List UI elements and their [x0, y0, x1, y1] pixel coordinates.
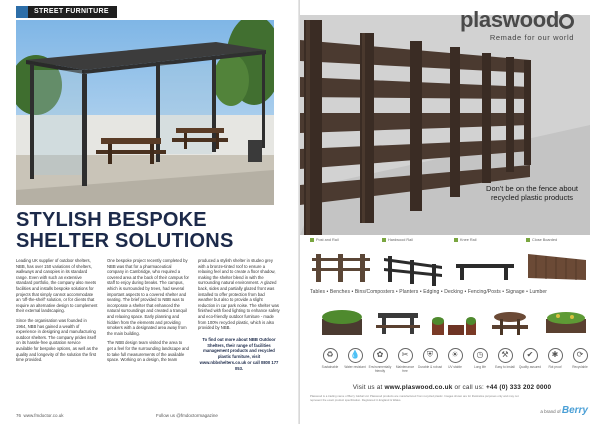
thumb-raised-bed: [542, 299, 590, 341]
feature-item: [368, 348, 392, 373]
product-strip: [308, 238, 592, 286]
feature-item: [443, 348, 467, 369]
hammer-icon: ⚒: [498, 348, 513, 363]
post-and-rail-icon: [308, 244, 374, 288]
paragraph: Since the organisation was founded in 1964, NBB has gained a wealth of experience in designing and manufacturing outdoor shelters. The company prides itself on its hassle-free quotation service available for bespoke options, as well as the quality and longevity of the solution the first time provided.: [16, 317, 98, 363]
feature-label: Sustainable: [321, 365, 339, 369]
berry-prefix: a brand of: [540, 409, 561, 414]
thumb-picnic-table: [486, 299, 534, 341]
planter-set-icon: [430, 299, 478, 341]
hardwood-rail-icon: [380, 244, 446, 288]
feature-label: Water resistant: [344, 365, 366, 369]
tagline: Remade for our world: [489, 33, 574, 42]
article-column-2: [107, 258, 189, 367]
website-link[interactable]: www.fmdoctor.co.uk: [23, 413, 64, 418]
article-column-3: [198, 258, 280, 372]
contact-mid: or call us:: [452, 384, 486, 391]
feature-label: Quality assured: [518, 365, 542, 369]
tools-icon: ✂: [398, 348, 413, 363]
raised-bed-icon: [542, 299, 590, 341]
fence-photo: [300, 15, 590, 235]
drop-icon: 💧: [348, 348, 363, 363]
fine-print: Plaswood is a trading name of Berry Global Ltd. Plaswood products are manufactured from recycled plastic. Images shown are for illustrative purposes only and may not represent the exact product specification. Registered in England & Wales.: [310, 394, 519, 402]
product-label: Post and Rail: [310, 238, 339, 242]
logo-wordmark: [460, 8, 574, 32]
thumb-planter-set: [430, 299, 478, 341]
contact-phone[interactable]: +44 (0) 333 202 0000: [485, 384, 552, 391]
contact-url[interactable]: www.plaswood.co.uk: [384, 384, 453, 391]
feature-item: [318, 348, 342, 369]
paragraph: One bespoke project recently completed by NBB was that for a pharmaceutical company in Cambridge, who required a covered area at the back of their campus for staff to enjoy during breaks. The campus, which is surrounded by trees, had several important aspects to a covered shelter and seating. The brief provided to NBB was to incorporate a shelter that enhanced the natural surroundings and created a tranquil and relaxing space. Early planning and hidden from the elements and providing smokers with a designated area away from the main building.: [107, 258, 189, 336]
logo-ring-icon: [559, 14, 574, 29]
knee-rail-icon: [452, 244, 518, 288]
check-icon: ✔: [523, 348, 538, 363]
feature-item: [393, 348, 417, 373]
feature-item: [518, 348, 542, 369]
brand-logo: [460, 8, 574, 42]
product-label: Knee Rail: [454, 238, 476, 242]
paragraph: The NBB design team visited the area to get a feel for the surrounding landscape and to take full measurements of the available space. Working on a design, the team: [107, 340, 189, 363]
feature-label: UV stable: [448, 365, 462, 369]
bug-icon: ✱: [548, 348, 563, 363]
feature-item: [343, 348, 367, 369]
feature-item: [468, 348, 492, 369]
shelter-illustration: [16, 20, 274, 205]
logo-text: plaswood: [459, 7, 559, 32]
product-thumbnails: [318, 299, 590, 341]
page-number: 76: [16, 413, 22, 418]
feature-label: Long life: [473, 365, 487, 369]
thumb-planter: [318, 299, 366, 341]
feature-item: [418, 348, 442, 369]
feature-label: Recyclable: [572, 365, 588, 369]
feature-label: Rot proof: [548, 365, 562, 369]
product-categories: Tables • Benches • Bins/Composters • Planters • Edging • Decking • Fencing/Posts • Signage • Lumber: [310, 289, 548, 295]
feature-label: Easy to install: [495, 365, 515, 369]
planter-icon: [318, 299, 366, 341]
product-label: Close Boarded: [526, 238, 557, 242]
contact-line: [312, 384, 592, 391]
fence-illustration: [300, 15, 590, 235]
contact-callout: To find out more about NBB Outdoor Shelters, their range of facilities management products and recycled plastic furniture, visit www.nbbshelters.co.uk or call 0800 177 053.: [199, 336, 279, 371]
thumb-bench: [374, 299, 422, 341]
feature-item: [568, 348, 592, 369]
feature-label: Maintenance free: [395, 365, 415, 373]
product-knee-rail: [452, 238, 518, 286]
fence-caption: Don't be on the fence about recycled plastic products: [486, 184, 578, 202]
recycle-icon: ♻: [323, 348, 338, 363]
article-column-1: [16, 258, 98, 367]
feature-icons: [318, 348, 590, 376]
section-tab: STREET FURNITURE: [16, 6, 117, 18]
product-label: Hardwood Rail: [382, 238, 413, 242]
paragraph: Leading UK supplier of outdoor shelters, NBB, has over 150 variations of shelters, walkways and canopies in its standard range. Even with such an extensive standard portfolio, the company also meets facilities and installs bespoke solutions for projects that simply cannot accommodate an 'off-the-shelf' solution, or for clients that require an alternative design to complement their external landscaping.: [16, 258, 98, 314]
sun-icon: ☀: [448, 348, 463, 363]
shield-icon: ⛨: [423, 348, 438, 363]
feature-item: [543, 348, 567, 369]
arrow-icon: ⟳: [573, 348, 588, 363]
feature-label: Durable & robust: [418, 365, 442, 369]
picnic-table-icon: [486, 299, 534, 341]
berry-logo: Berry: [561, 405, 588, 416]
feature-label: Environmentally friendly: [368, 365, 392, 373]
right-page: [300, 0, 600, 424]
product-hardwood-rail: [380, 238, 446, 286]
page-footer: [16, 413, 64, 418]
product-post-and-rail: [308, 238, 374, 286]
berry-brand: [540, 405, 588, 416]
article-body: [16, 258, 280, 408]
close-boarded-icon: [524, 244, 590, 288]
headline: STYLISH BESPOKE SHELTER SOLUTIONS: [16, 209, 234, 252]
leaf-icon: ✿: [373, 348, 388, 363]
shelter-photo: [16, 20, 274, 205]
feature-item: [493, 348, 517, 369]
bench-icon: [374, 299, 422, 341]
product-close-boarded: [524, 238, 590, 286]
paragraph: produced a stylish shelter in studeo grey with a bronze-tinted roof to ensure a relaxing feel and to create a floor shadow, making the shelter blend in with the surrounding natural environment. A glazed back, sides and partially glazed front was installed to offer protection from bad weather but also to provide a slight reduction in car park noise. The shelter was finished with fixed lighting to enhance safety and eco-friendly outdoor furniture - made from 100% recycled plastic, which is also provided by NBB.: [198, 258, 280, 331]
social-handle: Follow us @fmdoctormagazine: [156, 413, 218, 418]
contact-prefix: Visit us at: [352, 384, 385, 391]
clock-icon: ◷: [473, 348, 488, 363]
